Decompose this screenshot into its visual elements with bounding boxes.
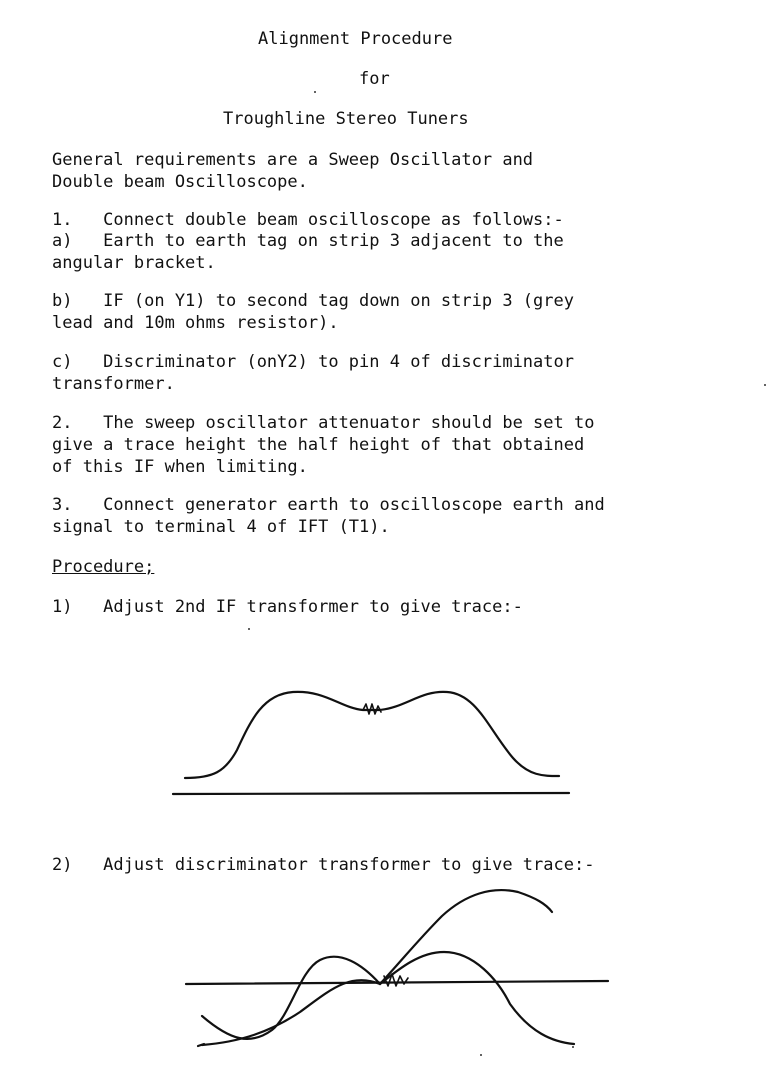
step-1b-line-2: lead and 10m ohms resistor). <box>52 313 339 333</box>
procedure-heading: Procedure; <box>52 557 155 577</box>
if-response-trace-figure <box>165 680 585 830</box>
document-title: Alignment Procedure <box>258 29 453 49</box>
scan-speck <box>248 628 250 630</box>
step-1c-line-1: c) Discriminator (onY2) to pin 4 of discriminator <box>52 352 574 372</box>
title-for: for <box>359 69 390 89</box>
step-1-line: 1. Connect double beam oscilloscope as follows:- <box>52 210 564 230</box>
step-1a-line-1: a) Earth to earth tag on strip 3 adjacent to the <box>52 231 564 251</box>
scan-speck <box>572 1046 574 1048</box>
s-curve <box>202 890 552 1045</box>
step-2-line-2: give a trace height the half height of that obtained <box>52 435 585 455</box>
document-subtitle: Troughline Stereo Tuners <box>223 109 469 129</box>
procedure-step-2: 2) Adjust discriminator transformer to give trace:- <box>52 855 595 875</box>
general-requirements-line-2: Double beam Oscilloscope. <box>52 172 308 192</box>
scan-speck <box>314 91 316 93</box>
step-3-line-2: signal to terminal 4 of IFT (T1). <box>52 517 390 537</box>
response-curve-right <box>380 952 574 1044</box>
procedure-step-1: 1) Adjust 2nd IF transformer to give trace:- <box>52 597 523 617</box>
step-2-line-3: of this IF when limiting. <box>52 457 308 477</box>
discriminator-trace-figure <box>180 880 620 1060</box>
step-2-line-1: 2. The sweep oscillator attenuator should be set to <box>52 413 595 433</box>
scan-speck <box>764 384 766 386</box>
step-1a-line-2: angular bracket. <box>52 253 216 273</box>
scan-speck <box>480 1054 482 1056</box>
trace-1-baseline <box>173 793 569 794</box>
step-3-line-1: 3. Connect generator earth to oscilloscope earth and <box>52 495 605 515</box>
response-curve-left <box>202 957 380 1039</box>
step-1c-line-2: transformer. <box>52 374 175 394</box>
step-1b-line-1: b) IF (on Y1) to second tag down on strip 3 (grey <box>52 291 574 311</box>
general-requirements-line-1: General requirements are a Sweep Oscillator and <box>52 150 534 170</box>
